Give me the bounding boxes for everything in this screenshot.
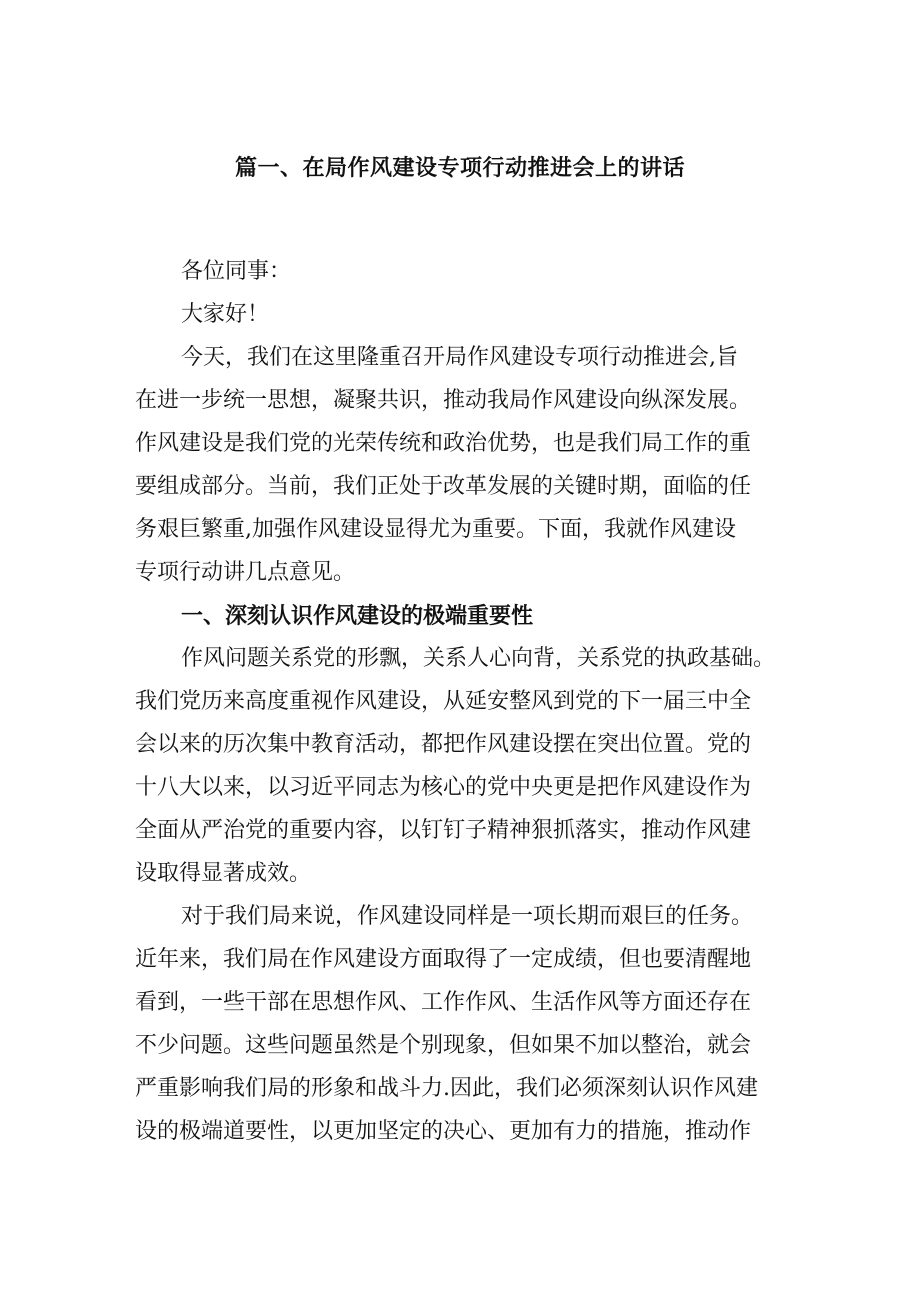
paragraph-1-line: 专项行动讲几点意见。 <box>135 560 356 585</box>
paragraph-3-line: 对于我们局来说，作风建设同样是一项长期而艰巨的任务。 <box>181 904 754 929</box>
paragraph-1-line: 作风建设是我们党的光荣传统和政治优势，也是我们局工作的重 <box>135 431 752 456</box>
salutation: 各位同事： <box>181 259 292 284</box>
paragraph-2-line: 我们党历来高度重视作风建设，从延安整风到党的下一届三中全 <box>135 689 752 714</box>
paragraph-3-line: 看到，一些干部在思想作风、工作作风、生活作风等方面还存在 <box>135 990 752 1015</box>
paragraph-2-line: 会以来的历次集中教育活动，都把作风建设摆在突出位置。党的 <box>135 732 752 757</box>
paragraph-3-line: 不少问题。这些问题虽然是个别现象，但如果不加以整治，就会 <box>135 1033 752 1058</box>
paragraph-1-line: 在进一步统一思想，凝聚共识，推动我局作风建设向纵深发展。 <box>135 388 752 413</box>
paragraph-3-line: 近年来，我们局在作风建设方面取得了一定成绩，但也要清醒地 <box>135 947 752 972</box>
paragraph-2-line: 设取得显著成效。 <box>135 861 312 886</box>
paragraph-1-line: 今天，我们在这里隆重召开局作风建设专项行动推进会,旨 <box>181 345 738 370</box>
document-title: 篇一、在局作风建设专项行动推进会上的讲话 <box>234 155 685 181</box>
paragraph-2-line: 作风问题关系党的形飘，关系人心向背，关系党的执政基础。 <box>181 646 776 671</box>
paragraph-1-line: 务艰巨繁重,加强作风建设显得尤为重要。下面，我就作风建设 <box>135 517 736 542</box>
section-1-heading: 一、深刻认识作风建设的极端重要性 <box>181 603 534 629</box>
paragraph-3-line: 设的极端道要性，以更加坚定的决心、更加有力的措施，推动作 <box>135 1119 752 1144</box>
paragraph-2-line: 全面从严治党的重要内容，以钉钉子精神狠抓落实，推动作风建 <box>135 818 752 843</box>
greeting: 大家好！ <box>181 302 270 327</box>
paragraph-1-line: 要组成部分。当前，我们正处于改革发展的关键时期，面临的任 <box>135 474 752 499</box>
paragraph-3-line: 严重影响我们局的形象和战斗力.因此，我们必须深刻认识作风建 <box>135 1076 758 1101</box>
paragraph-2-line: 十八大以来，以习近平同志为核心的党中央更是把作风建设作为 <box>135 775 752 800</box>
